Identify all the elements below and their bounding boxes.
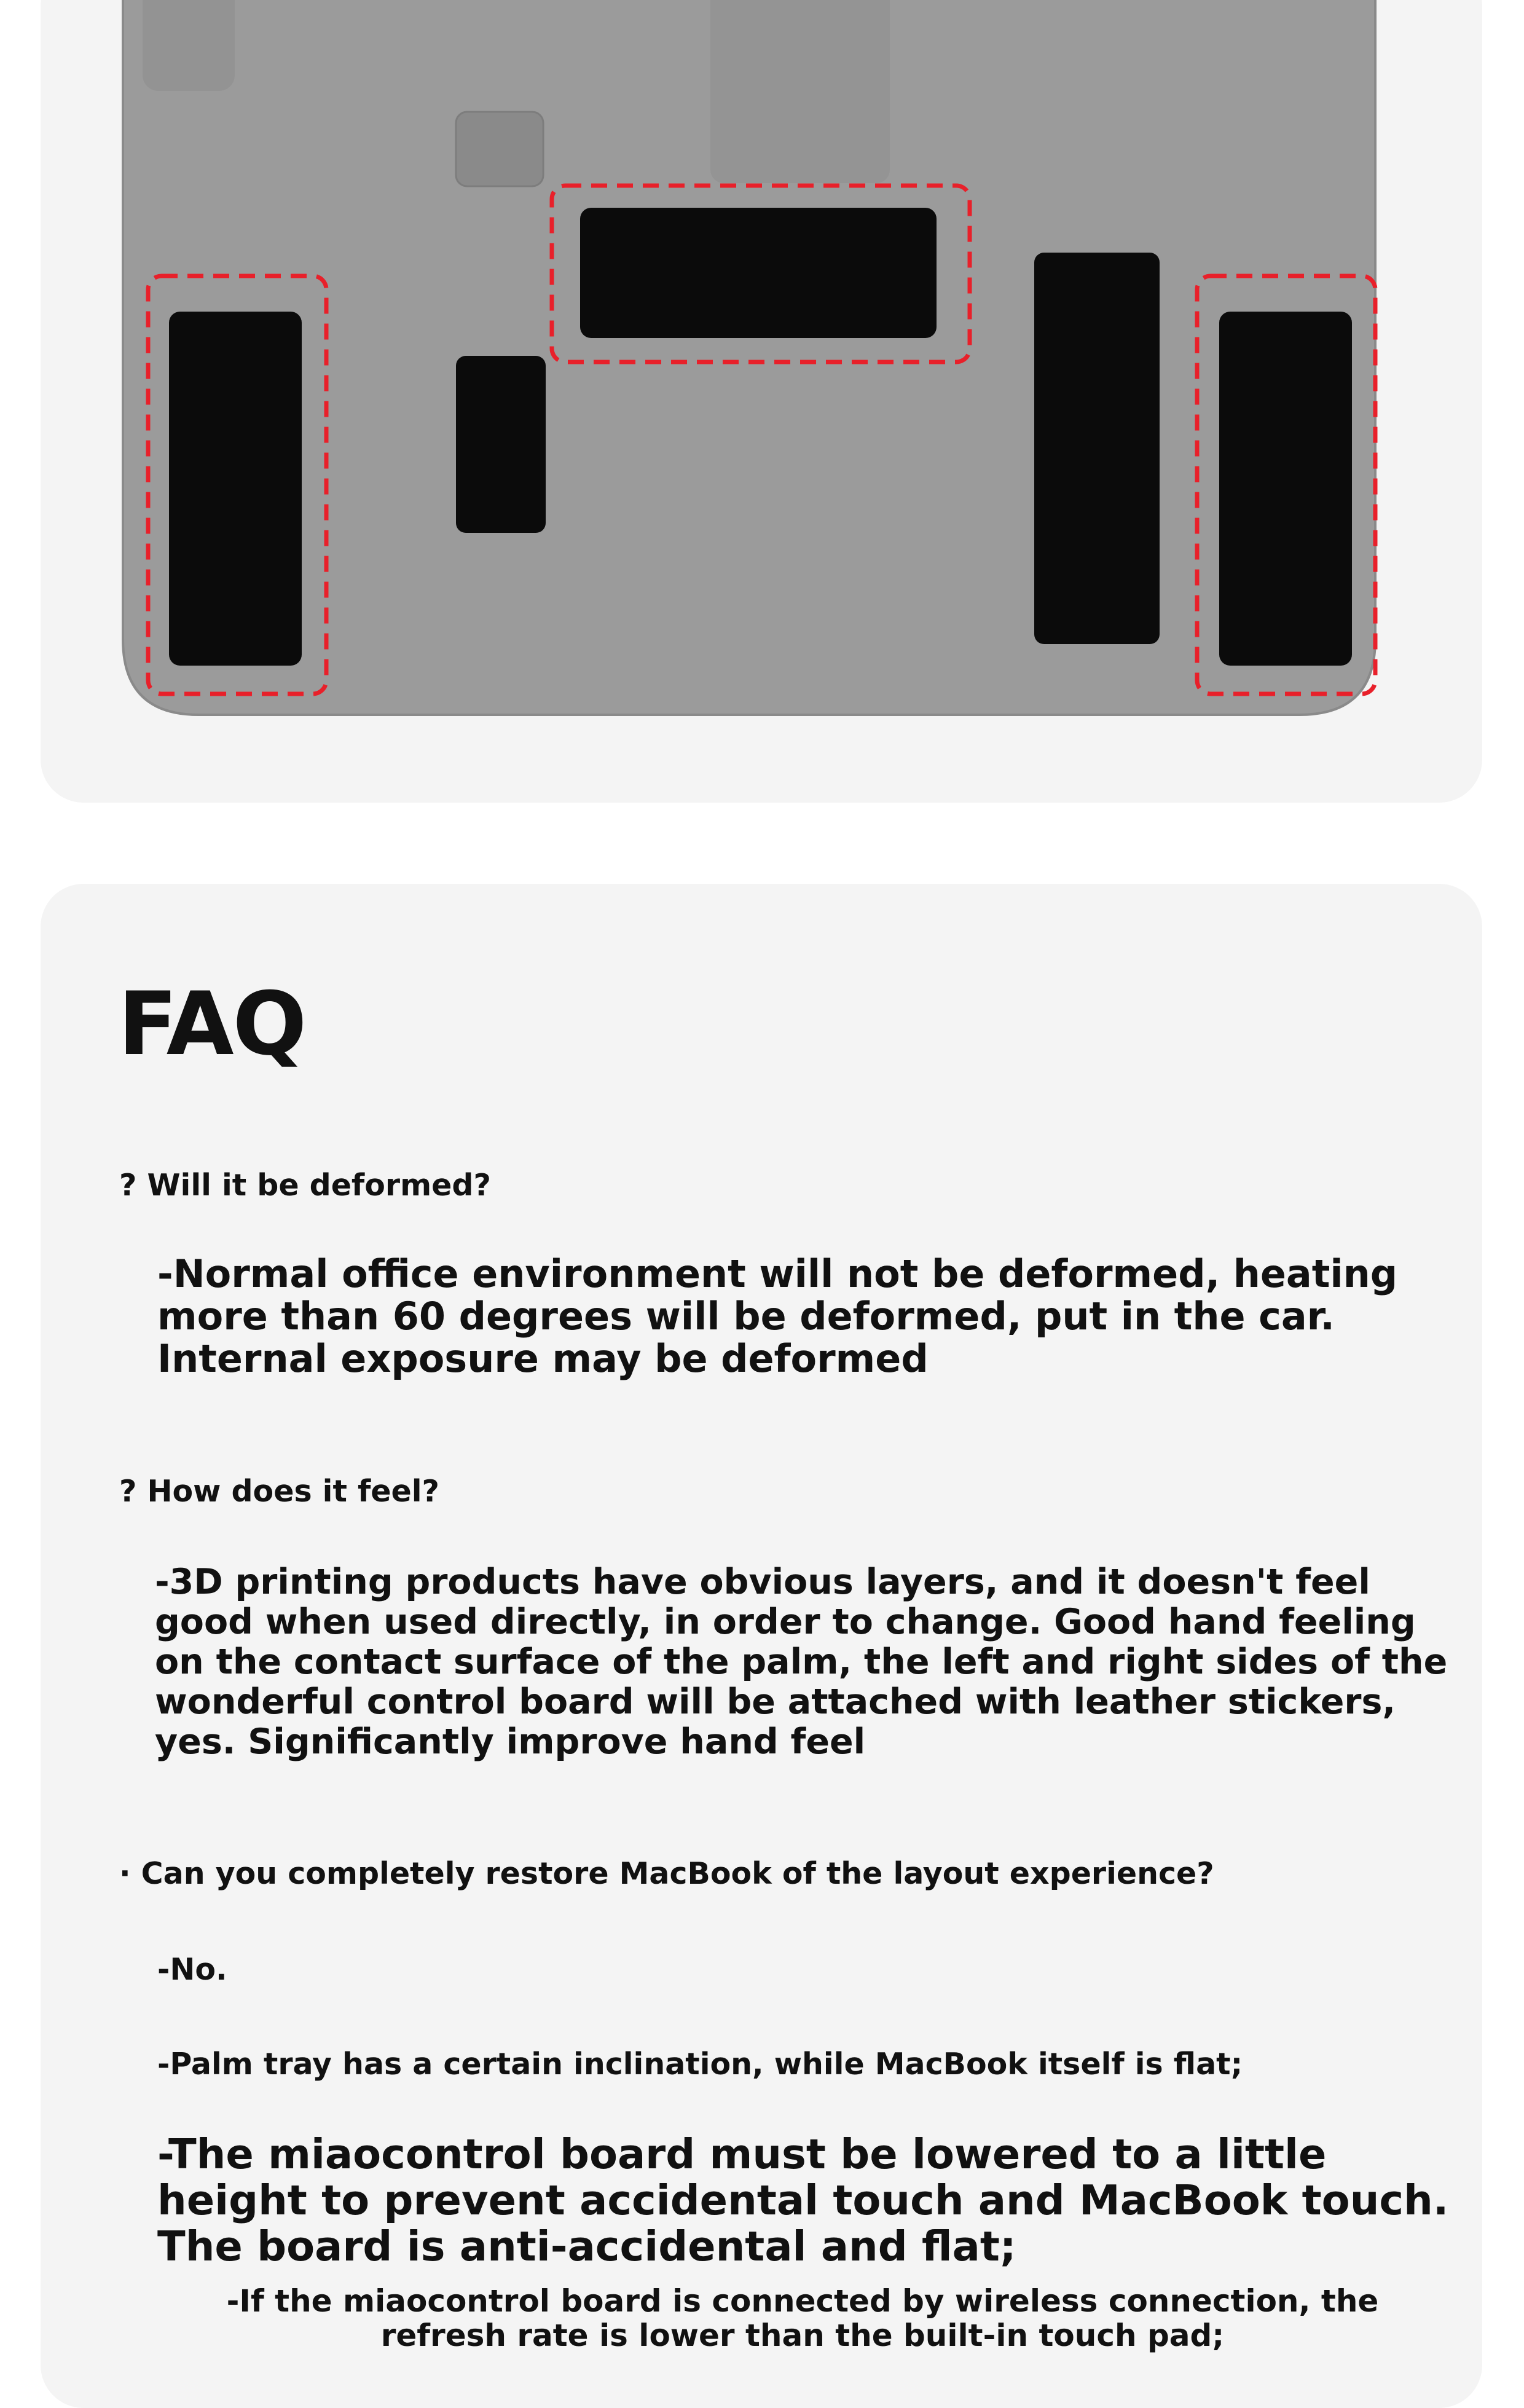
diagram-card [41, 0, 1482, 803]
faq-answer: -Palm tray has a certain inclination, while MacBook itself is flat; [157, 2047, 1243, 2082]
palm-tray-diagram [41, 0, 1482, 803]
faq-answer: -If the miaocontrol board is connected by wireless connection, the refresh rate is lower than the built-in touch pad; [226, 2283, 1379, 2353]
pad-right-tall [1034, 253, 1160, 644]
faq-answer: -The miaocontrol board must be lowered to a little height to prevent accidental touch and MacBook touch. The board is anti-accidental and flat; [157, 2130, 1449, 2270]
pad-right [1219, 312, 1352, 666]
pad-small [456, 356, 546, 533]
faq-title: FAQ [118, 974, 306, 1075]
faint-shape-top-center [710, 0, 890, 183]
faint-shape-top-left [143, 0, 235, 91]
faint-shape-small [456, 112, 543, 186]
pad-center [580, 208, 937, 338]
faq-answer: -No. [157, 1952, 227, 1987]
faq-answer: -3D printing products have obvious layers, and it doesn't feel good when used directly, in order to change. Good hand feeling on the contact surface of the palm, the left and right sides of the wonderful control board will be attached with leather stickers, yes. Significantly improve hand feel [155, 1562, 1448, 1762]
faq-answer: -Normal office environment will not be deformed, heating more than 60 degrees will be deformed, put in the car. Internal exposure may be deformed [157, 1251, 1398, 1381]
faq-question: ? Will it be deformed? [119, 1168, 491, 1203]
faq-card [41, 884, 1482, 2408]
pad-left [169, 312, 302, 666]
faq-question: · Can you completely restore MacBook of the layout experience? [119, 1856, 1214, 1891]
faq-question: ? How does it feel? [119, 1474, 439, 1509]
